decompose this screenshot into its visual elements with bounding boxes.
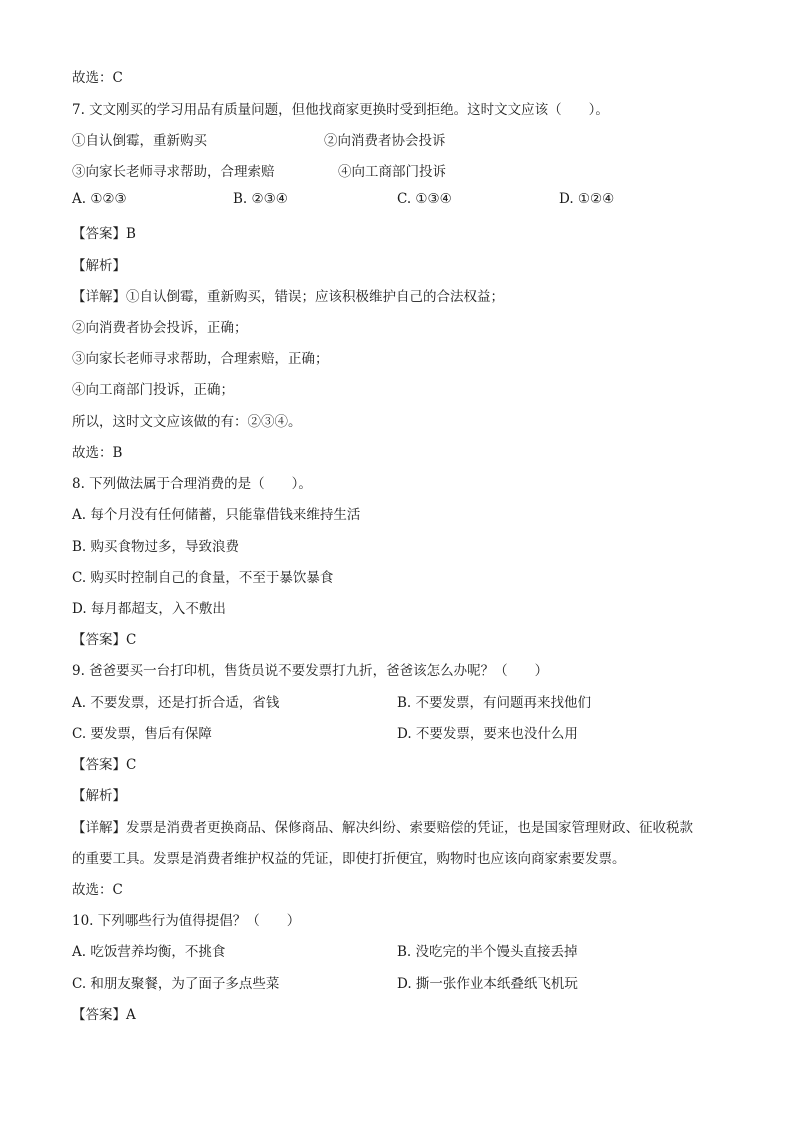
q9-option-b: B. 不要发票，有问题再来找他们 [397,695,592,711]
q7-item-3: ③向家长老师寻求帮助，合理索赔 [72,164,275,180]
q9-analysis-tag: 【解析】 [72,788,126,804]
q7-option-a: A. ①②③ [72,191,127,207]
q8-option-a: A. 每个月没有任何储蓄，只能靠借钱来维持生活 [72,507,361,523]
q7-option-b: B. ②③④ [233,191,288,207]
q9-option-a: A. 不要发票，还是打折合适，省钱 [72,695,280,711]
q7-analysis-tag: 【解析】 [72,258,126,274]
q7-item-4: ④向工商部门投诉 [338,164,446,180]
q7-option-c: C. ①③④ [397,191,452,207]
q9-option-c: C. 要发票，售后有保障 [72,726,212,742]
question-9-stem: 9. 爸爸要买一台打印机，售货员说不要发票打九折，爸爸该怎么办呢？（ ） [72,663,549,679]
answer-select-line: 故选：C [72,70,123,86]
q7-option-d: D. ①②④ [559,191,615,207]
q10-option-d: D. 撕一张作业本纸叠纸飞机玩 [397,976,578,992]
q9-option-d: D. 不要发票，要来也没什么用 [397,726,578,742]
q7-detail-1: 【详解】①自认倒霉，重新购买，错误；应该积极维护自己的合法权益； [72,289,504,305]
q10-answer: 【答案】A [72,1007,136,1023]
q7-item-1: ①自认倒霉，重新购买 [72,133,207,149]
q7-detail-2: ②向消费者协会投诉，正确； [72,320,248,336]
q8-option-d: D. 每月都超支，入不敷出 [72,601,226,617]
q7-detail-5: 所以，这时文文应该做的有：②③④。 [72,414,302,430]
q7-select: 故选：B [72,445,123,461]
q9-detail-1: 【详解】发票是消费者更换商品、保修商品、解决纠纷、索要赔偿的凭证，也是国家管理财政、征收税款 [72,820,693,836]
q10-option-a: A. 吃饭营养均衡，不挑食 [72,944,226,960]
q8-option-b: B. 购买食物过多，导致浪费 [72,539,240,555]
question-7-stem: 7. 文文刚买的学习用品有质量问题，但他找商家更换时受到拒绝。这时文文应该（ ）。 [72,102,609,118]
q7-detail-3: ③向家长老师寻求帮助，合理索赔，正确； [72,351,329,367]
q7-detail-4: ④向工商部门投诉，正确； [72,382,234,398]
question-10-stem: 10. 下列哪些行为值得提倡？（ ） [72,913,301,929]
q9-answer: 【答案】C [72,757,137,773]
q7-answer: 【答案】B [72,226,136,242]
question-8-stem: 8. 下列做法属于合理消费的是（ ）。 [72,476,312,492]
q9-select: 故选：C [72,882,123,898]
q8-answer: 【答案】C [72,632,137,648]
q10-option-b: B. 没吃完的半个馒头直接丢掉 [397,944,578,960]
q9-detail-2: 的重要工具。发票是消费者维护权益的凭证，即使打折便宜，购物时也应该向商家索要发票。 [72,851,626,867]
q7-item-2: ②向消费者协会投诉 [324,133,446,149]
q8-option-c: C. 购买时控制自己的食量，不至于暴饮暴食 [72,570,334,586]
q10-option-c: C. 和朋友聚餐，为了面子多点些菜 [72,976,280,992]
